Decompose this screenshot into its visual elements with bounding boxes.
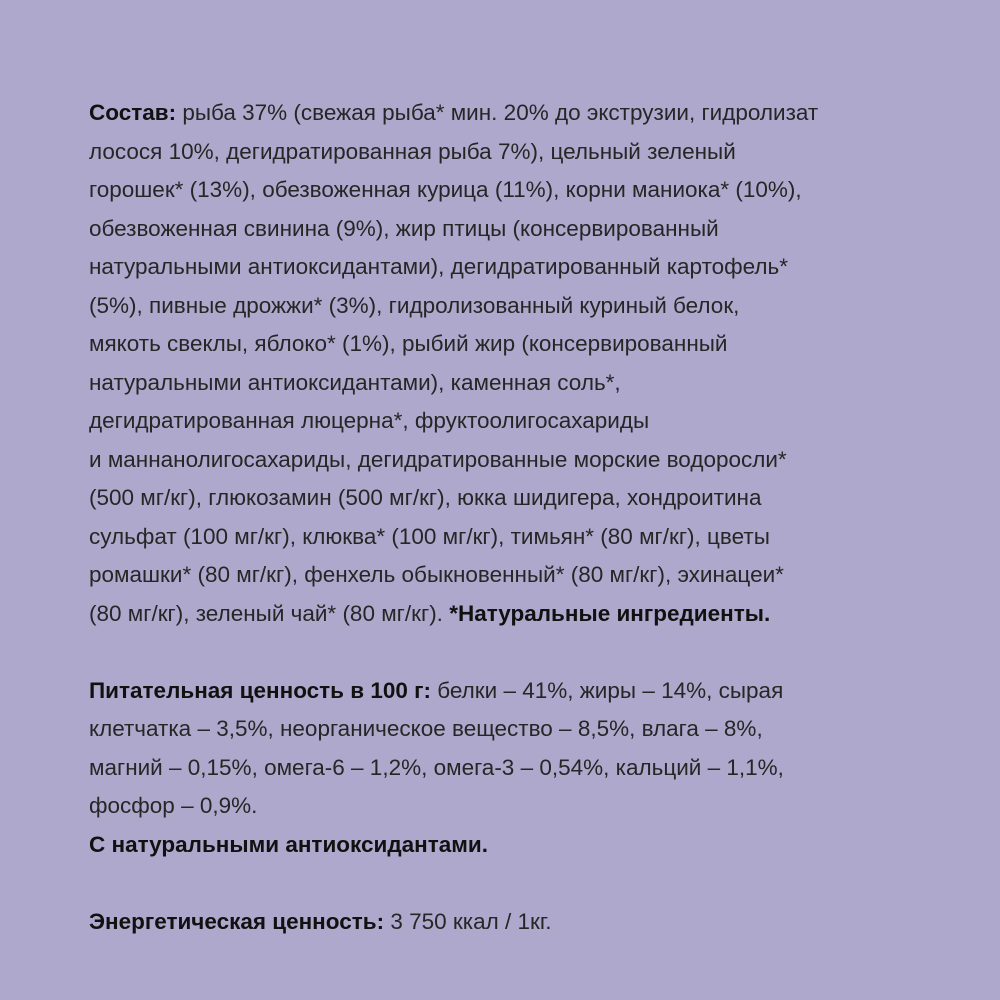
nutrition-section bbox=[89, 672, 960, 865]
section-gap bbox=[89, 633, 960, 672]
antioxidants-note-line bbox=[89, 826, 960, 865]
composition-line: ромашки* (80 мг/кг), фенхель обыкновенный* (80 мг/кг), эхинацеи* bbox=[89, 562, 784, 587]
composition-line: (500 мг/кг), глюкозамин (500 мг/кг), юкка шидигера, хондроитина bbox=[89, 485, 762, 510]
composition-line: (80 мг/кг), зеленый чай* (80 мг/кг). *Натуральные ингредиенты. bbox=[89, 600, 771, 626]
energy-section bbox=[89, 903, 960, 942]
composition-line: обезвоженная свинина (9%), жир птицы (консервированный bbox=[89, 215, 719, 241]
nutrition-line: фосфор – 0,9%. bbox=[89, 793, 258, 818]
composition-label: Состав: bbox=[89, 100, 177, 125]
energy-label: Энергетическая ценность: bbox=[89, 908, 385, 934]
composition-line: натуральными антиоксидантами), дегидратированный картофель* bbox=[89, 254, 789, 279]
composition-line: дегидратированная люцерна*, фруктоолигосахариды bbox=[89, 408, 650, 433]
composition-line: мякоть свеклы, яблоко* (1%), рыбий жир (консервированный bbox=[89, 331, 728, 356]
composition-line: сульфат (100 мг/кг), клюква* (100 мг/кг), тимьян* (80 мг/кг), цветы bbox=[89, 523, 770, 549]
natural-ingredients-footnote: *Натуральные ингредиенты. bbox=[449, 600, 771, 626]
composition-line: горошек* (13%), обезвоженная курица (11%), корни маниока* (10%), bbox=[89, 177, 802, 202]
composition-line: и маннанолигосахариды, дегидратированные морские водоросли* bbox=[89, 446, 787, 472]
composition-line: Состав: рыба 37% (свежая рыба* мин. 20% до экструзии, гидролизат bbox=[89, 100, 819, 125]
composition-line: (5%), пивные дрожжи* (3%), гидролизованный куриный белок, bbox=[89, 292, 740, 318]
composition-section bbox=[89, 94, 960, 633]
nutrition-line: магний – 0,15%, омега-6 – 1,2%, омега-3 – 0,54%, кальций – 1,1%, bbox=[89, 754, 784, 780]
energy-line bbox=[89, 903, 960, 942]
energy-value: 3 750 ккал / 1кг. bbox=[384, 908, 552, 934]
nutrition-label: Питательная ценность в 100 г: bbox=[89, 677, 432, 703]
section-gap bbox=[89, 864, 960, 903]
nutrition-line: Питательная ценность в 100 г: белки – 41%, жиры – 14%, сырая bbox=[89, 677, 784, 703]
antioxidants-note: С натуральными антиоксидантами. bbox=[89, 831, 488, 857]
nutrition-line: клетчатка – 3,5%, неорганическое вещество – 8,5%, влага – 8%, bbox=[89, 716, 763, 741]
composition-line: лосося 10%, дегидратированная рыба 7%), цельный зеленый bbox=[89, 138, 736, 164]
composition-line: натуральными антиоксидантами), каменная соль*, bbox=[89, 369, 621, 395]
